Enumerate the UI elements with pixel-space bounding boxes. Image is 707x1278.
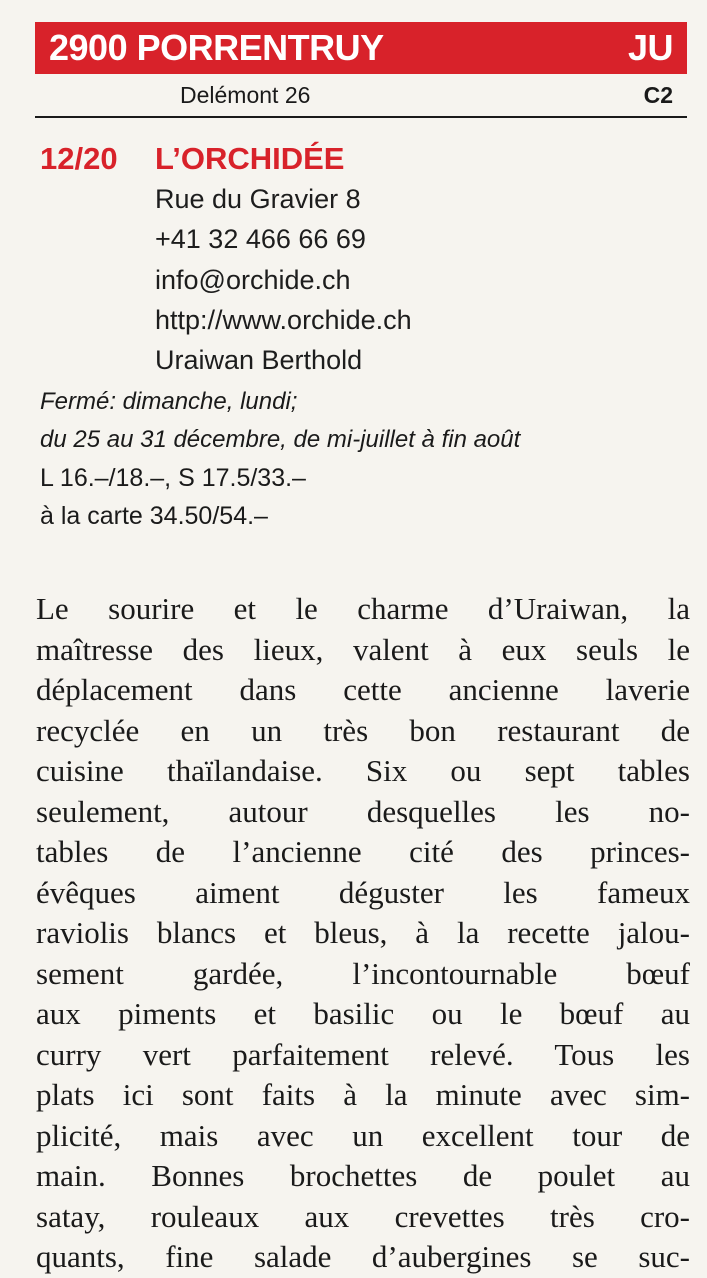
- address: Rue du Gravier 8: [155, 184, 361, 214]
- canton-code: JU: [627, 27, 673, 68]
- closing-days: Fermé: dimanche, lundi;: [40, 388, 298, 415]
- review-line: évêques aiment déguster les fameux: [36, 874, 690, 910]
- review-line: main. Bonnes brochettes de poulet au: [36, 1158, 690, 1193]
- review-line: cuisine thaïlandaise. Six ou sept tables: [36, 753, 690, 788]
- review-line: aux piments et basilic ou le bœuf au: [36, 996, 690, 1031]
- website-url: http://www.orchide.ch: [155, 305, 412, 335]
- review-line: curry vert parfaitement relevé. Tous les: [36, 1036, 690, 1072]
- review-line: quants, fine salade d’aubergines se suc-: [36, 1239, 690, 1274]
- map-grid-reference: C2: [643, 82, 673, 108]
- review-text: [36, 589, 690, 1278]
- city-banner: [35, 22, 687, 74]
- review-line: Le sourire et le charme d’Uraiwan, la: [36, 591, 690, 626]
- email-address: info@orchide.ch: [155, 265, 351, 295]
- phone-number: +41 32 466 66 69: [155, 224, 366, 254]
- review-line: raviolis blancs et bleus, à la recette jalou-: [36, 915, 690, 950]
- review-line: tables de l’ancienne cité des princes-: [36, 834, 690, 869]
- closing-periods: du 25 au 31 décembre, de mi-juillet à fin août: [40, 426, 521, 453]
- review-line: maîtresse des lieux, valent à eux seuls le: [36, 631, 690, 667]
- review-line: sement gardée, l’incontournable bœuf: [36, 955, 690, 991]
- rating-score: 12/20: [40, 141, 118, 176]
- chef-name: Uraiwan Berthold: [155, 345, 363, 375]
- postal-city: 2900 PORRENTRUY: [49, 27, 384, 68]
- review-line: plats ici sont faits à la minute avec sim-: [36, 1077, 690, 1112]
- restaurant-name: L’ORCHIDÉE: [155, 141, 345, 176]
- nearby-distance: Delémont 26: [180, 82, 311, 108]
- menu-prices: L 16.–/18.–, S 17.5/33.–: [40, 464, 306, 492]
- location-row: [35, 78, 687, 118]
- review-line: déplacement dans cette ancienne laverie: [36, 672, 690, 707]
- review-line: satay, rouleaux aux crevettes très cro-: [36, 1198, 690, 1234]
- review-line: recyclée en un très bon restaurant de: [36, 712, 690, 748]
- review-line: plicité, mais avec un excellent tour de: [36, 1117, 690, 1153]
- review-line: seulement, autour desquelles les no-: [36, 793, 690, 829]
- carte-prices: à la carte 34.50/54.–: [40, 502, 268, 530]
